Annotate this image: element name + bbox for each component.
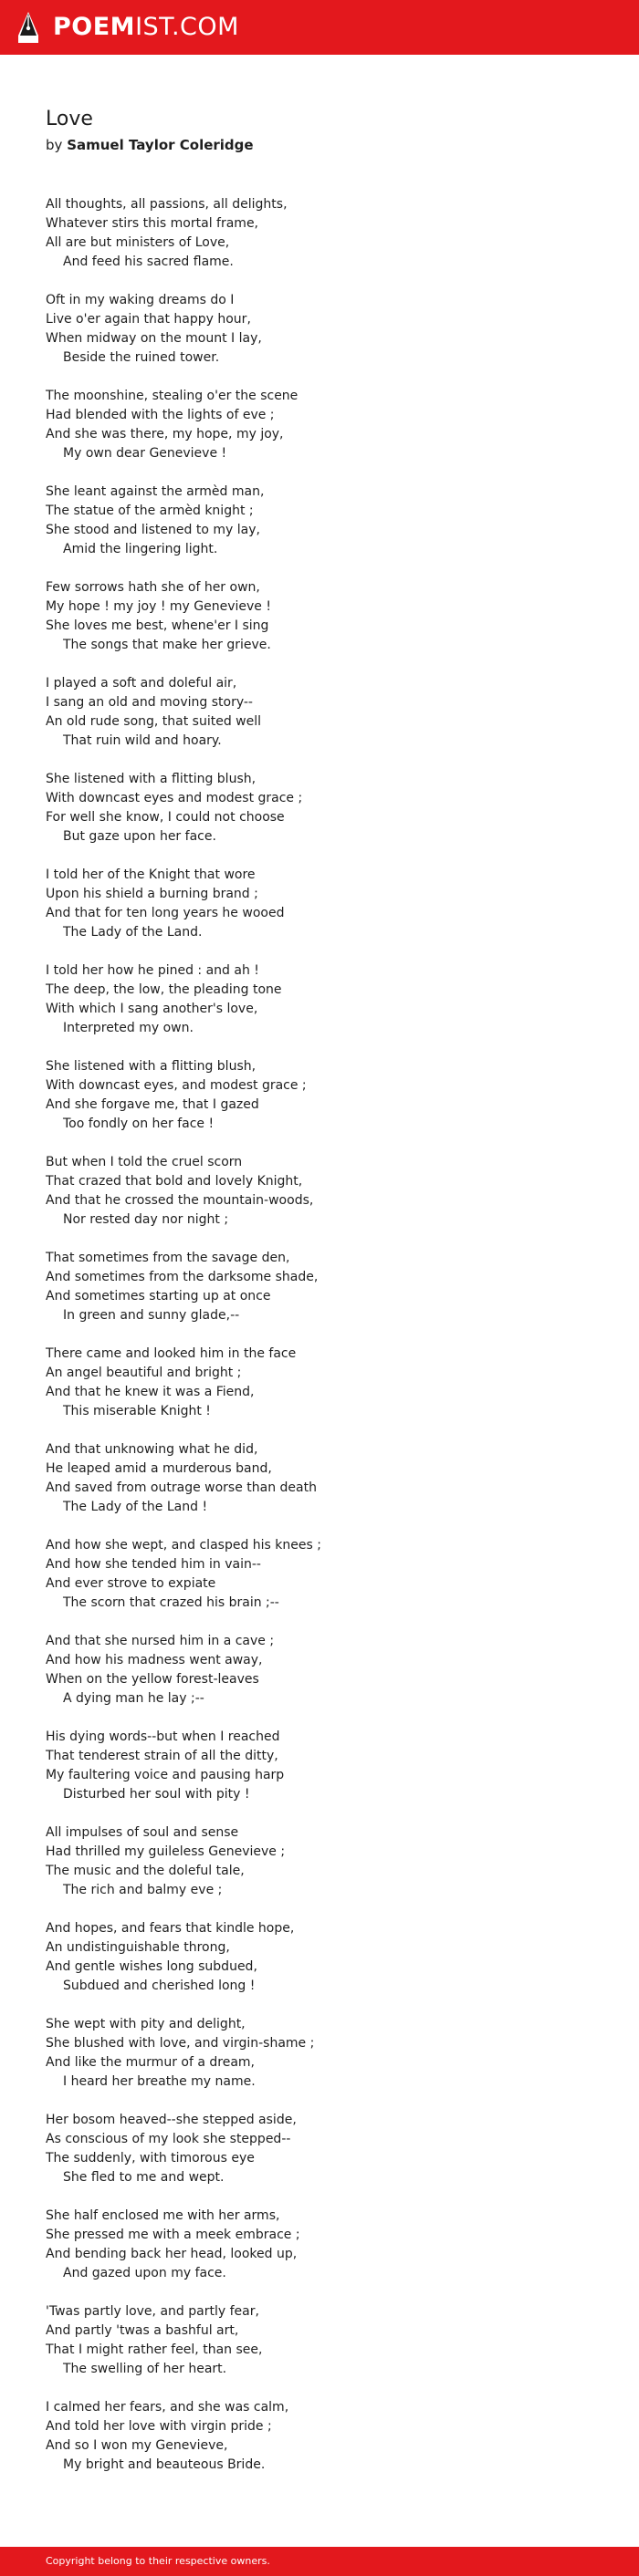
stanza xyxy=(46,1440,593,1517)
poem-line: An angel beautiful and bright ; xyxy=(46,1366,242,1380)
poem-line: And hopes, and fears that kindle hope, xyxy=(46,1921,295,1936)
poem-line: This miserable Knight ! xyxy=(63,1404,211,1418)
poem-line: He leaped amid a murderous band, xyxy=(46,1461,272,1476)
poem-line: The music and the doleful tale, xyxy=(46,1864,245,1878)
poem-line: The Lady of the Land. xyxy=(63,925,203,940)
poem-line: I calmed her fears, and she was calm, xyxy=(46,2400,289,2415)
poem-line: When midway on the mount I lay, xyxy=(46,331,262,346)
stanza xyxy=(46,2302,593,2379)
logo-text-rest: IST.COM xyxy=(135,13,239,41)
poem-line: And saved from outrage worse than death xyxy=(46,1480,317,1495)
poem-line: She loves me best, whene'er I sing xyxy=(46,618,269,633)
copyright-text: Copyright belong to their respective owners. xyxy=(46,2555,270,2567)
poem-line: And how his madness went away, xyxy=(46,1653,263,1667)
stanza xyxy=(46,1919,593,1996)
poem-line: Whatever stirs this mortal frame, xyxy=(46,216,259,231)
poem-line: And she forgave me, that I gazed xyxy=(46,1097,259,1112)
poem-line: The Lady of the Land ! xyxy=(63,1500,208,1514)
poem-line: She wept with pity and delight, xyxy=(46,2017,246,2031)
poem-line: All impulses of soul and sense xyxy=(46,1825,239,1840)
poem-line: With downcast eyes and modest grace ; xyxy=(46,791,303,805)
poem-line: The scorn that crazed his brain ;-- xyxy=(63,1595,279,1610)
poem-title: Love xyxy=(46,108,93,130)
poem-line: The suddenly, with timorous eye xyxy=(46,2151,255,2166)
stanza xyxy=(46,2015,593,2092)
poem-line: My own dear Genevieve ! xyxy=(63,446,227,461)
stanza xyxy=(46,291,593,368)
stanza xyxy=(46,483,593,559)
poem-line: I sang an old and moving story-- xyxy=(46,695,253,710)
poem-line: Interpreted my own. xyxy=(63,1021,194,1035)
poem-line: Amid the lingering light. xyxy=(63,542,218,556)
poem-line: That ruin wild and hoary. xyxy=(63,733,222,748)
poem-line: There came and looked him in the face xyxy=(46,1346,297,1361)
stanza xyxy=(46,1057,593,1134)
poem-line: An old rude song, that suited well xyxy=(46,714,262,729)
poem-line: The rich and balmy eve ; xyxy=(63,1883,223,1897)
poem-line: I played a soft and doleful air, xyxy=(46,676,237,691)
poem-line: She stood and listened to my lay, xyxy=(46,523,260,537)
poem-line: The moonshine, stealing o'er the scene xyxy=(46,389,299,403)
stanza xyxy=(46,2398,593,2475)
poem-line: And bending back her head, looked up, xyxy=(46,2247,298,2261)
poem-line: I told her of the Knight that wore xyxy=(46,867,256,882)
poem-line: As conscious of my look she stepped-- xyxy=(46,2132,291,2146)
poem-line: My bright and beauteous Bride. xyxy=(63,2457,266,2472)
poem-line: All are but ministers of Love, xyxy=(46,235,230,250)
stanza xyxy=(46,770,593,847)
poem-line: But gaze upon her face. xyxy=(63,829,216,844)
poem-line: For well she know, I could not choose xyxy=(46,810,285,825)
stanza xyxy=(46,1249,593,1325)
poem-line: That tenderest strain of all the ditty, xyxy=(46,1749,278,1763)
poem-line: She fled to me and wept. xyxy=(63,2170,225,2185)
poem-line: With downcast eyes, and modest grace ; xyxy=(46,1078,307,1093)
poem-line: And feed his sacred flame. xyxy=(63,254,234,269)
poem-line: The deep, the low, the pleading tone xyxy=(46,982,282,997)
poem-line: But when I told the cruel scorn xyxy=(46,1155,243,1169)
poem-line: She listened with a flitting blush, xyxy=(46,772,257,786)
poem-line: Oft in my waking dreams do I xyxy=(46,293,235,307)
poem-line: She leant against the armèd man, xyxy=(46,484,265,499)
poem-line: And how she tended him in vain-- xyxy=(46,1557,261,1572)
poem-line: A dying man he lay ;-- xyxy=(63,1691,204,1706)
poem-line: Too fondly on her face ! xyxy=(63,1117,215,1131)
stanza xyxy=(46,1536,593,1613)
poem-line: That sometimes from the savage den, xyxy=(46,1251,290,1265)
poem-line: Had thrilled my guileless Genevieve ; xyxy=(46,1844,286,1859)
poem-line: That crazed that bold and lovely Knight, xyxy=(46,1174,303,1189)
poem-line: And gentle wishes long subdued, xyxy=(46,1959,257,1974)
poem-body xyxy=(46,195,593,2475)
poem-line: Upon his shield a burning brand ; xyxy=(46,887,258,901)
poem-line: And sometimes starting up at once xyxy=(46,1289,271,1304)
poem-line: And that he crossed the mountain-woods, xyxy=(46,1193,314,1208)
poem-line: That I might rather feel, than see, xyxy=(46,2342,263,2357)
poem-line: She half enclosed me with her arms, xyxy=(46,2208,280,2223)
poem-line: All thoughts, all passions, all delights, xyxy=(46,197,288,212)
poem-line: I heard her breathe my name. xyxy=(63,2074,256,2089)
poem-line: Her bosom heaved--she stepped aside, xyxy=(46,2113,297,2127)
poem-line: Nor rested day nor night ; xyxy=(63,1212,229,1227)
stanza xyxy=(46,578,593,655)
poem-line: Beside the ruined tower. xyxy=(63,350,220,365)
poem-line: The songs that make her grieve. xyxy=(63,638,271,652)
stanza xyxy=(46,2111,593,2187)
logo-text xyxy=(53,11,239,44)
top-bar xyxy=(0,0,639,55)
poem-line: My faultering voice and pausing harp xyxy=(46,1768,285,1782)
poem-line: And that unknowing what he did, xyxy=(46,1442,258,1457)
stanza xyxy=(46,195,593,272)
poem-line: And she was there, my hope, my joy, xyxy=(46,427,284,441)
stanza xyxy=(46,866,593,942)
stanza xyxy=(46,1728,593,1804)
poem-line: She pressed me with a meek embrace ; xyxy=(46,2228,300,2242)
logo-text-bold: POEM xyxy=(53,13,136,41)
poem-line: And so I won my Genevieve, xyxy=(46,2438,228,2453)
poem-line: She blushed with love, and virgin-shame ; xyxy=(46,2036,315,2051)
poem-line: The statue of the armèd knight ; xyxy=(46,504,254,518)
site-logo[interactable] xyxy=(16,11,239,44)
poem-line: The swelling of her heart. xyxy=(63,2362,227,2376)
poem-content xyxy=(46,107,593,2494)
poem-line: Subdued and cherished long ! xyxy=(63,1979,256,1993)
poem-line: And like the murmur of a dream, xyxy=(46,2055,255,2070)
poem-line: And that he knew it was a Fiend, xyxy=(46,1385,255,1399)
byline xyxy=(46,135,593,155)
stanza xyxy=(46,2207,593,2283)
poem-line: My hope ! my joy ! my Genevieve ! xyxy=(46,599,271,614)
poem-line: And told her love with virgin pride ; xyxy=(46,2419,272,2434)
poem-line: Live o'er again that happy hour, xyxy=(46,312,251,327)
footer xyxy=(0,2547,639,2576)
poem-line: Disturbed her soul with pity ! xyxy=(63,1787,250,1802)
stanza xyxy=(46,1153,593,1230)
stanza xyxy=(46,387,593,463)
poem-line: And how she wept, and clasped his knees ; xyxy=(46,1538,321,1553)
poem-line: In green and sunny glade,-- xyxy=(63,1308,240,1323)
poem-line: When on the yellow forest-leaves xyxy=(46,1672,259,1687)
author-link[interactable]: Samuel Taylor Coleridge xyxy=(67,137,254,153)
poem-line: With which I sang another's love, xyxy=(46,1002,258,1016)
byline-prefix: by xyxy=(46,137,63,153)
poem-line: And that for ten long years he wooed xyxy=(46,906,285,920)
poem-line: His dying words--but when I reached xyxy=(46,1729,280,1744)
stanza xyxy=(46,961,593,1038)
poem-line: And gazed upon my face. xyxy=(63,2266,226,2280)
stanza xyxy=(46,674,593,751)
poem-line: I told her how he pined : and ah ! xyxy=(46,963,259,978)
stanza xyxy=(46,1823,593,1900)
poem-line: And ever strove to expiate xyxy=(46,1576,216,1591)
poem-line: 'Twas partly love, and partly fear, xyxy=(46,2304,259,2319)
poem-line: Had blended with the lights of eve ; xyxy=(46,408,275,422)
stanza xyxy=(46,1632,593,1709)
poem-line: An undistinguishable throng, xyxy=(46,1940,230,1955)
stanza xyxy=(46,1345,593,1421)
poem-line: And that she nursed him in a cave ; xyxy=(46,1634,275,1648)
poem-line: She listened with a flitting blush, xyxy=(46,1059,257,1074)
poem-line: And partly 'twas a bashful art, xyxy=(46,2323,239,2338)
pen-nib-icon xyxy=(16,11,40,44)
poem-line: Few sorrows hath she of her own, xyxy=(46,580,260,595)
poem-line: And sometimes from the darksome shade, xyxy=(46,1270,319,1284)
